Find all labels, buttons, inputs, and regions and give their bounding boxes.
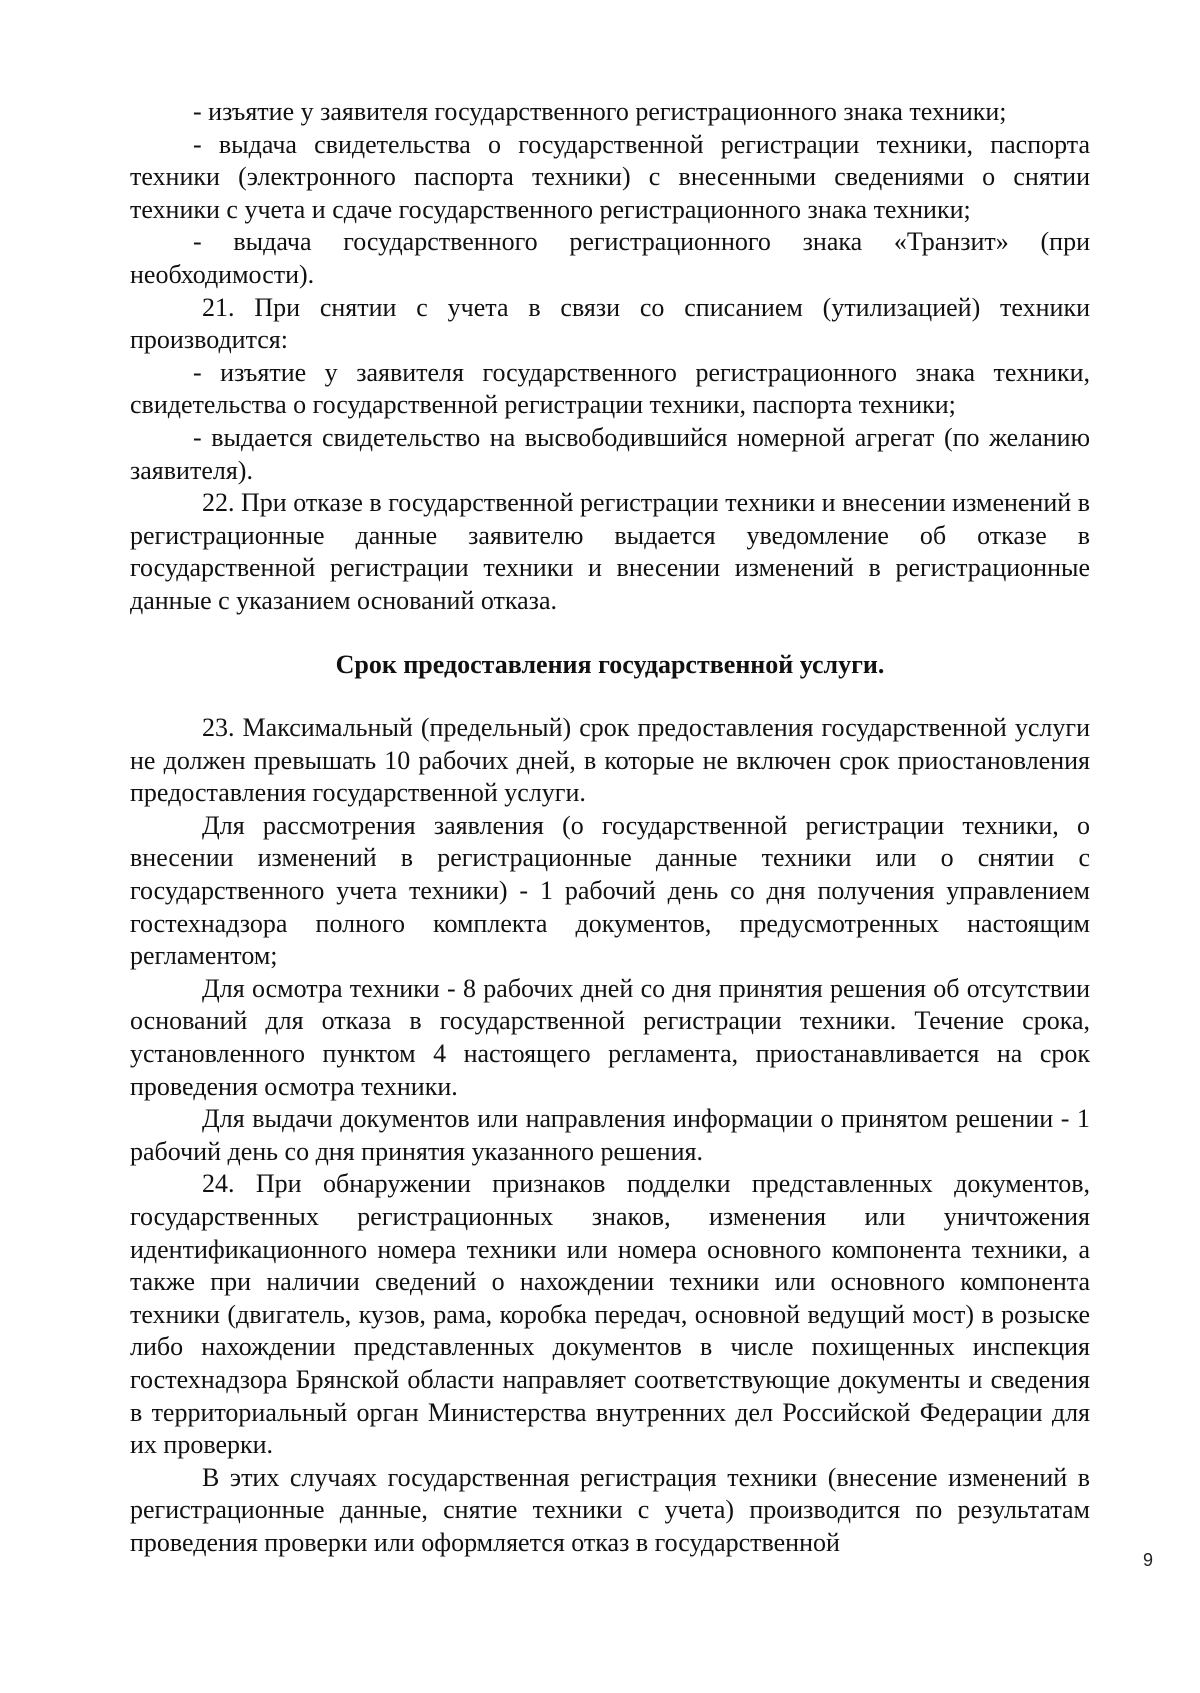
paragraph: 21. При снятии с учета в связи со списанием (утилизацией) техники производится: bbox=[130, 292, 1090, 355]
page-number: 9 bbox=[1143, 1550, 1154, 1570]
paragraph: Для выдачи документов или направления информации о принятом решении - 1 рабочий день со дня принятия указанного решения. bbox=[130, 1104, 1090, 1166]
paragraph: 24. При обнаружении признаков подделки представленных документов, государственных регистрационных знаков, изменения или уничтожения идентификационного номера техники или номера основного компонента техники, а также при наличии сведений о нахождении техники или основного компонента техники (двигатель, кузов, рама, коробка передач, основной ведущий мост) в розыске либо нахождении представленных документов в числе похищенных инспекция гостехнадзора Брянской области направляет соответствующие документы и сведения в территориальный орган Министерства внутренних дел Российской Федерации для их проверки. bbox=[130, 1169, 1090, 1460]
section-heading: Срок предоставления государственной услуги. bbox=[335, 649, 885, 679]
paragraph: 23. Максимальный (предельный) срок предоставления государственной услуги не должен превышать 10 рабочих дней, в которые не включен срок приостановления предоставления государственной услуги. bbox=[130, 713, 1090, 808]
paragraph: - изъятие у заявителя государственного регистрационного знака техники; bbox=[193, 97, 1007, 126]
paragraph: 22. При отказе в государственной регистрации техники и внесении изменений в регистрационные данные заявителю выдается уведомление об отказе в государственной регистрации техники и внесении изменений в регистрационные данные с указанием оснований отказа. bbox=[130, 488, 1090, 615]
document-body bbox=[130, 96, 1090, 1560]
paragraph: - выдача свидетельства о государственной регистрации техники, паспорта техники (электронного паспорта техники) с внесенными сведениями о снятии техники с учета и сдаче государственного регистрационного знака техники; bbox=[130, 129, 1090, 224]
paragraph: В этих случаях государственная регистрация техники (внесение изменений в регистрационные данные, снятие техники с учета) производится по результатам проведения проверки или оформляется отказ в государственной bbox=[130, 1462, 1090, 1557]
paragraph: - изъятие у заявителя государственного регистрационного знака техники, свидетельства о государственной регистрации техники, паспорта техники; bbox=[130, 357, 1090, 420]
paragraph: - выдается свидетельство на высвободившийся номерной агрегат (по желанию заявителя). bbox=[130, 422, 1090, 485]
paragraph: Для осмотра техники - 8 рабочих дней со дня принятия решения об отсутствии оснований для отказа в государственной регистрации техники. Течение срока, установленного пунктом 4 настоящего регламента, приостанавливается на срок проведения осмотра техники. bbox=[130, 973, 1090, 1101]
paragraph: Для рассмотрения заявления (о государственной регистрации техники, о внесении изменений в регистрационные данные техники или о снятии с государственного учета техники) - 1 рабочий день со дня получения управлением гостехнадзора полного комплекта документов, предусмотренных настоящим регламентом; bbox=[130, 810, 1090, 971]
paragraph: - выдача государственного регистрационного знака «Транзит» (при необходимости). bbox=[130, 227, 1090, 289]
